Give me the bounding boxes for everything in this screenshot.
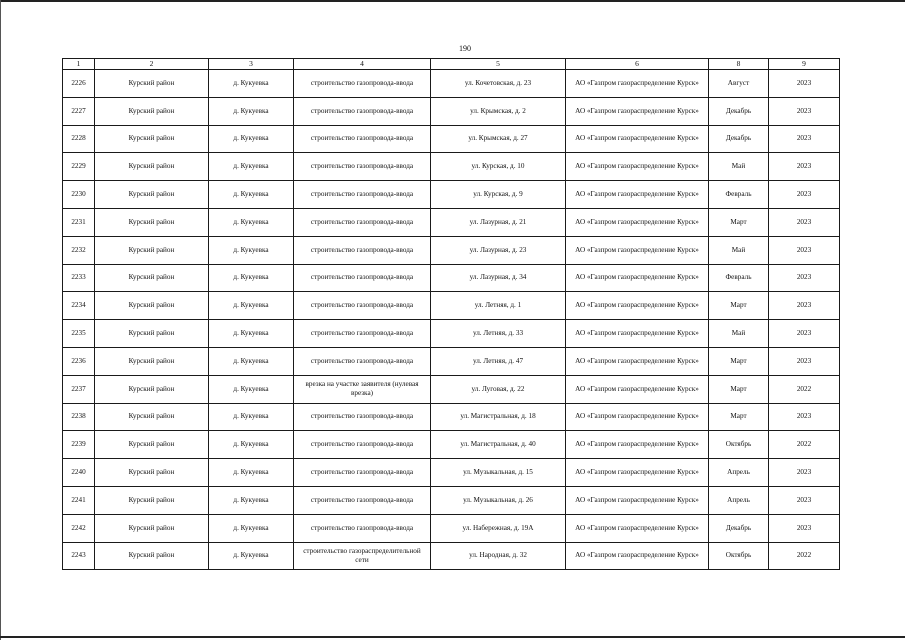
page-bottom-edge xyxy=(0,636,905,638)
district-cell: Курский район xyxy=(95,208,209,236)
table-row xyxy=(63,542,840,570)
organization-cell: АО «Газпром газораспределение Курск» xyxy=(566,125,709,153)
table-row xyxy=(63,181,840,209)
month-cell: Март xyxy=(709,375,769,403)
work-type-cell: строительство газопровода-ввода xyxy=(294,403,431,431)
month-cell: Март xyxy=(709,347,769,375)
address-cell: ул. Лазурная, д. 34 xyxy=(431,264,566,292)
row-number-cell: 2242 xyxy=(63,514,95,542)
work-type-cell: строительство газопровода-ввода xyxy=(294,264,431,292)
organization-cell: АО «Газпром газораспределение Курск» xyxy=(566,181,709,209)
district-cell: Курский район xyxy=(95,292,209,320)
address-cell: ул. Лазурная, д. 21 xyxy=(431,208,566,236)
row-number-cell: 2235 xyxy=(63,320,95,348)
address-cell: ул. Магистральная, д. 40 xyxy=(431,431,566,459)
table-row xyxy=(63,125,840,153)
address-cell: ул. Музыкальная, д. 26 xyxy=(431,486,566,514)
month-cell: Декабрь xyxy=(709,97,769,125)
month-cell: Май xyxy=(709,320,769,348)
settlement-cell: д. Кукуевка xyxy=(209,264,294,292)
address-cell: ул. Крымская, д. 2 xyxy=(431,97,566,125)
year-cell: 2022 xyxy=(769,375,840,403)
year-cell: 2023 xyxy=(769,514,840,542)
column-header: 8 xyxy=(709,59,769,70)
row-number-cell: 2243 xyxy=(63,542,95,570)
row-number-cell: 2236 xyxy=(63,347,95,375)
month-cell: Май xyxy=(709,153,769,181)
year-cell: 2023 xyxy=(769,486,840,514)
month-cell: Август xyxy=(709,70,769,98)
settlement-cell: д. Кукуевка xyxy=(209,70,294,98)
address-cell: ул. Луговая, д. 22 xyxy=(431,375,566,403)
page-left-edge xyxy=(0,0,1,640)
work-type-cell: строительство газопровода-ввода xyxy=(294,70,431,98)
table-row xyxy=(63,514,840,542)
table-row xyxy=(63,208,840,236)
row-number-cell: 2241 xyxy=(63,486,95,514)
work-type-cell: строительство газопровода-ввода xyxy=(294,97,431,125)
settlement-cell: д. Кукуевка xyxy=(209,347,294,375)
work-type-cell: строительство газопровода-ввода xyxy=(294,459,431,487)
address-cell: ул. Крымская, д. 27 xyxy=(431,125,566,153)
district-cell: Курский район xyxy=(95,542,209,570)
organization-cell: АО «Газпром газораспределение Курск» xyxy=(566,320,709,348)
table-row xyxy=(63,459,840,487)
organization-cell: АО «Газпром газораспределение Курск» xyxy=(566,97,709,125)
district-cell: Курский район xyxy=(95,459,209,487)
settlement-cell: д. Кукуевка xyxy=(209,97,294,125)
organization-cell: АО «Газпром газораспределение Курск» xyxy=(566,208,709,236)
organization-cell: АО «Газпром газораспределение Курск» xyxy=(566,486,709,514)
table-header-row xyxy=(63,59,840,70)
address-cell: ул. Кочетовская, д. 23 xyxy=(431,70,566,98)
work-type-cell: строительство газораспределительной сети xyxy=(294,542,431,570)
month-cell: Февраль xyxy=(709,264,769,292)
year-cell: 2023 xyxy=(769,347,840,375)
table-row xyxy=(63,292,840,320)
work-type-cell: строительство газопровода-ввода xyxy=(294,153,431,181)
district-cell: Курский район xyxy=(95,403,209,431)
row-number-cell: 2240 xyxy=(63,459,95,487)
settlement-cell: д. Кукуевка xyxy=(209,514,294,542)
address-cell: ул. Курская, д. 9 xyxy=(431,181,566,209)
district-cell: Курский район xyxy=(95,514,209,542)
column-header: 3 xyxy=(209,59,294,70)
row-number-cell: 2234 xyxy=(63,292,95,320)
year-cell: 2023 xyxy=(769,236,840,264)
year-cell: 2023 xyxy=(769,97,840,125)
page-top-edge xyxy=(0,0,905,2)
month-cell: Декабрь xyxy=(709,514,769,542)
table-row xyxy=(63,153,840,181)
work-type-cell: строительство газопровода-ввода xyxy=(294,486,431,514)
address-cell: ул. Музыкальная, д. 15 xyxy=(431,459,566,487)
table-row xyxy=(63,264,840,292)
month-cell: Апрель xyxy=(709,459,769,487)
district-cell: Курский район xyxy=(95,486,209,514)
organization-cell: АО «Газпром газораспределение Курск» xyxy=(566,264,709,292)
year-cell: 2023 xyxy=(769,125,840,153)
settlement-cell: д. Кукуевка xyxy=(209,375,294,403)
settlement-cell: д. Кукуевка xyxy=(209,181,294,209)
row-number-cell: 2226 xyxy=(63,70,95,98)
table-row xyxy=(63,97,840,125)
table-row xyxy=(63,70,840,98)
month-cell: Март xyxy=(709,292,769,320)
row-number-cell: 2237 xyxy=(63,375,95,403)
district-cell: Курский район xyxy=(95,347,209,375)
settlement-cell: д. Кукуевка xyxy=(209,208,294,236)
year-cell: 2023 xyxy=(769,320,840,348)
work-type-cell: врезка на участке заявителя (нулевая врезка) xyxy=(294,375,431,403)
table-row xyxy=(63,347,840,375)
district-cell: Курский район xyxy=(95,125,209,153)
organization-cell: АО «Газпром газораспределение Курск» xyxy=(566,459,709,487)
address-cell: ул. Курская, д. 10 xyxy=(431,153,566,181)
column-header: 4 xyxy=(294,59,431,70)
table-row xyxy=(63,403,840,431)
address-cell: ул. Летняя, д. 1 xyxy=(431,292,566,320)
year-cell: 2023 xyxy=(769,459,840,487)
row-number-cell: 2227 xyxy=(63,97,95,125)
year-cell: 2023 xyxy=(769,264,840,292)
address-cell: ул. Магистральная, д. 18 xyxy=(431,403,566,431)
row-number-cell: 2232 xyxy=(63,236,95,264)
organization-cell: АО «Газпром газораспределение Курск» xyxy=(566,514,709,542)
year-cell: 2023 xyxy=(769,208,840,236)
table-row xyxy=(63,320,840,348)
table-row xyxy=(63,486,840,514)
work-type-cell: строительство газопровода-ввода xyxy=(294,320,431,348)
settlement-cell: д. Кукуевка xyxy=(209,542,294,570)
table-row xyxy=(63,431,840,459)
registry-table xyxy=(62,58,840,570)
year-cell: 2023 xyxy=(769,70,840,98)
address-cell: ул. Летняя, д. 47 xyxy=(431,347,566,375)
settlement-cell: д. Кукуевка xyxy=(209,125,294,153)
settlement-cell: д. Кукуевка xyxy=(209,292,294,320)
address-cell: ул. Летняя, д. 33 xyxy=(431,320,566,348)
month-cell: Февраль xyxy=(709,181,769,209)
district-cell: Курский район xyxy=(95,264,209,292)
settlement-cell: д. Кукуевка xyxy=(209,459,294,487)
district-cell: Курский район xyxy=(95,70,209,98)
work-type-cell: строительство газопровода-ввода xyxy=(294,208,431,236)
organization-cell: АО «Газпром газораспределение Курск» xyxy=(566,403,709,431)
year-cell: 2023 xyxy=(769,403,840,431)
month-cell: Май xyxy=(709,236,769,264)
row-number-cell: 2233 xyxy=(63,264,95,292)
row-number-cell: 2229 xyxy=(63,153,95,181)
row-number-cell: 2231 xyxy=(63,208,95,236)
district-cell: Курский район xyxy=(95,320,209,348)
organization-cell: АО «Газпром газораспределение Курск» xyxy=(566,431,709,459)
address-cell: ул. Набережная, д. 19А xyxy=(431,514,566,542)
month-cell: Март xyxy=(709,403,769,431)
organization-cell: АО «Газпром газораспределение Курск» xyxy=(566,347,709,375)
work-type-cell: строительство газопровода-ввода xyxy=(294,236,431,264)
organization-cell: АО «Газпром газораспределение Курск» xyxy=(566,542,709,570)
page-number: 190 xyxy=(459,44,471,53)
month-cell: Март xyxy=(709,208,769,236)
month-cell: Апрель xyxy=(709,486,769,514)
district-cell: Курский район xyxy=(95,236,209,264)
year-cell: 2023 xyxy=(769,153,840,181)
work-type-cell: строительство газопровода-ввода xyxy=(294,181,431,209)
organization-cell: АО «Газпром газораспределение Курск» xyxy=(566,292,709,320)
work-type-cell: строительство газопровода-ввода xyxy=(294,347,431,375)
column-header: 5 xyxy=(431,59,566,70)
district-cell: Курский район xyxy=(95,153,209,181)
year-cell: 2023 xyxy=(769,181,840,209)
organization-cell: АО «Газпром газораспределение Курск» xyxy=(566,375,709,403)
table-row xyxy=(63,375,840,403)
settlement-cell: д. Кукуевка xyxy=(209,236,294,264)
month-cell: Октябрь xyxy=(709,431,769,459)
district-cell: Курский район xyxy=(95,431,209,459)
district-cell: Курский район xyxy=(95,97,209,125)
year-cell: 2022 xyxy=(769,431,840,459)
row-number-cell: 2238 xyxy=(63,403,95,431)
column-header: 2 xyxy=(95,59,209,70)
column-header: 9 xyxy=(769,59,840,70)
row-number-cell: 2239 xyxy=(63,431,95,459)
settlement-cell: д. Кукуевка xyxy=(209,320,294,348)
settlement-cell: д. Кукуевка xyxy=(209,431,294,459)
year-cell: 2022 xyxy=(769,542,840,570)
settlement-cell: д. Кукуевка xyxy=(209,153,294,181)
table-row xyxy=(63,236,840,264)
row-number-cell: 2228 xyxy=(63,125,95,153)
settlement-cell: д. Кукуевка xyxy=(209,486,294,514)
work-type-cell: строительство газопровода-ввода xyxy=(294,292,431,320)
column-header: 1 xyxy=(63,59,95,70)
organization-cell: АО «Газпром газораспределение Курск» xyxy=(566,153,709,181)
settlement-cell: д. Кукуевка xyxy=(209,403,294,431)
work-type-cell: строительство газопровода-ввода xyxy=(294,125,431,153)
work-type-cell: строительство газопровода-ввода xyxy=(294,431,431,459)
month-cell: Октябрь xyxy=(709,542,769,570)
work-type-cell: строительство газопровода-ввода xyxy=(294,514,431,542)
month-cell: Декабрь xyxy=(709,125,769,153)
year-cell: 2023 xyxy=(769,292,840,320)
address-cell: ул. Народная, д. 32 xyxy=(431,542,566,570)
district-cell: Курский район xyxy=(95,375,209,403)
column-header: 6 xyxy=(566,59,709,70)
district-cell: Курский район xyxy=(95,181,209,209)
address-cell: ул. Лазурная, д. 23 xyxy=(431,236,566,264)
organization-cell: АО «Газпром газораспределение Курск» xyxy=(566,70,709,98)
organization-cell: АО «Газпром газораспределение Курск» xyxy=(566,236,709,264)
row-number-cell: 2230 xyxy=(63,181,95,209)
